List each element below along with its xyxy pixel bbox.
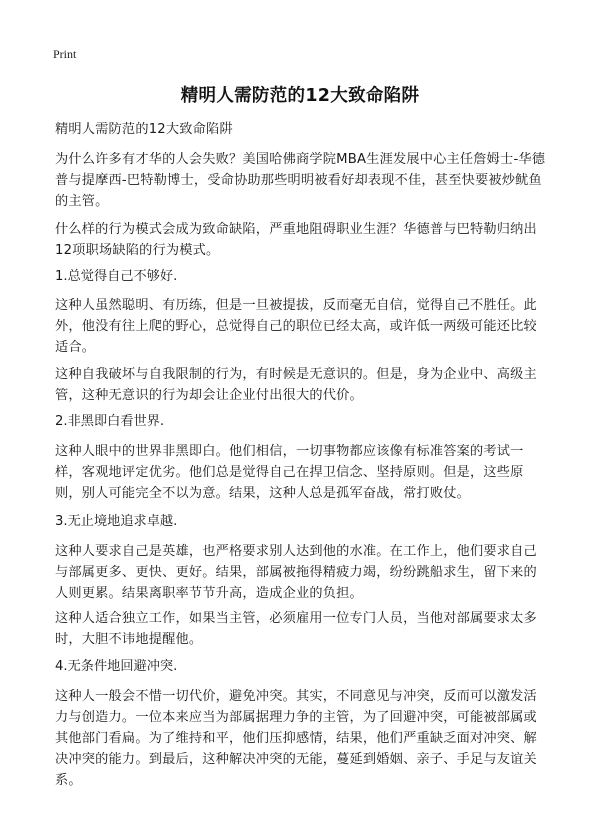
section-2-paragraph-1: 这种人眼中的世界非黑即白。他们相信，一切事物都应该像有标准答案的考试一样，客观地评定优劣。他们总是觉得自己在捍卫信念、坚持原则。但是，这些原则，别人可能完全不以为意。结果，这种人总是孤军奋战，常打败仗。 xyxy=(55,444,524,501)
section-3-paragraph-1: 这种人要求自己是英雄，也严格要求别人达到他的水准。在工作上，他们要求自己与部属更多、更快、更好。结果，部属被拖得精疲力竭，纷纷跳船求生，留下来的人则更累。结果离职率节节升高，造成企业的负担。 xyxy=(55,544,537,601)
section-heading-3: 3.无止境地追求卓越. xyxy=(55,514,178,529)
print-link[interactable]: Print xyxy=(53,47,77,61)
section-4-paragraph-1: 这种人一般会不惜一切代价，避免冲突。其实，不同意见与冲突，反而可以激发活力与创造力。一位本来应当为部属据理力争的主管，为了回避冲突，可能被部属或其他部门看扁。为了维持和平，他们压抑感情，结果，他们严重缺乏面对冲突、解决冲突的能力。到最后，这种解决冲突的无能，蔓延到婚姻、亲子、手足与友谊关系。 xyxy=(55,689,537,788)
section-heading-1: 1.总觉得自己不够好. xyxy=(55,269,178,284)
document-subtitle: 精明人需防范的12大致命陷阱 xyxy=(55,122,233,137)
section-1-paragraph-2: 这种自我破坏与自我限制的行为，有时候是无意识的。但是，身为企业中、高级主管，这种无意识的行为却会让企业付出很大的代价。 xyxy=(55,367,537,403)
document-title: 精明人需防范的12大致命陷阱 xyxy=(180,86,420,106)
section-heading-4: 4.无条件地回避冲突. xyxy=(55,659,178,674)
section-3-paragraph-2: 这种人适合独立工作，如果当主管，必须雇用一位专门人员，当他对部属要求太多时，大胆不讳地提醒他。 xyxy=(55,611,537,647)
intro-paragraph-2: 什么样的行为模式会成为致命缺陷，严重地阻碍职业生涯？华德普与巴特勒归纳出12项职场缺陷的行为模式。 xyxy=(55,222,537,258)
intro-paragraph-1: 为什么许多有才华的人会失败？美国哈佛商学院MBA生涯发展中心主任詹姆士-华德普与提摩西-巴特勒博士，受命协助那些明明被看好却表现不佳，甚至快要被炒鱿鱼的主管。 xyxy=(55,152,546,209)
section-1-paragraph-1: 这种人虽然聪明、有历练，但是一旦被提拔，反而毫无自信，觉得自己不胜任。此外，他没有往上爬的野心，总觉得自己的职位已经太高，或许低一两级可能还比较适合。 xyxy=(55,298,537,355)
section-heading-2: 2.非黑即白看世界. xyxy=(55,414,165,429)
